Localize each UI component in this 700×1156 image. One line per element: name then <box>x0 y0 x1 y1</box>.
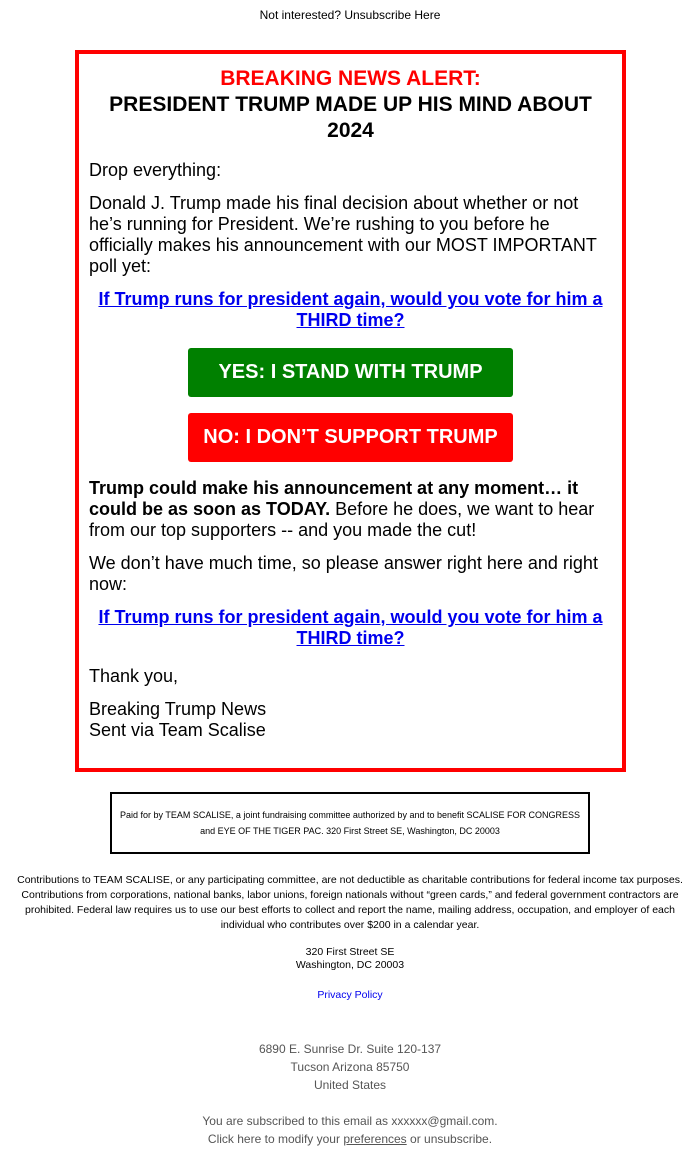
subscribed-text: You are subscribed to this email as xxxxxx@gmail.com. <box>202 1114 498 1128</box>
headline: PRESIDENT TRUMP MADE UP HIS MIND ABOUT 2024 <box>109 93 592 142</box>
mail-address: 6890 E. Sunrise Dr. Suite 120-137 <box>258 1042 442 1056</box>
email-card <box>75 50 626 772</box>
alert-heading: BREAKING NEWS ALERT: <box>220 67 481 90</box>
body-paragraph: Donald J. Trump made his final decision about whether or not he’s running for President. We’re rushing to you before he officially makes his announcement with our MOST IMPORTANT poll yet: <box>89 193 597 276</box>
preferences-line <box>0 1130 700 1148</box>
signature-1: Breaking Trump News <box>89 699 267 719</box>
mail-address: United States <box>313 1078 387 1092</box>
privacy-policy-link[interactable]: Privacy Policy <box>317 989 383 1001</box>
address-line: Washington, DC 20003 <box>295 959 405 971</box>
disclaimer: Contributions to TEAM SCALISE, or any participating committee, are not deductible as charitable contributions for federal income tax purposes. Contributions from corporations, national banks, labor unions, foreign nationals without “green cards,” and federal government contractors are prohibited. Federal law requires us to use our best efforts to collect and report the name, mailing address, occupation, and employer of each individual who contributes over $200 in a calendar year. <box>17 874 683 931</box>
unsubscribe-link[interactable]: Not interested? Unsubscribe Here <box>259 8 441 22</box>
intro: Drop everything: <box>89 160 222 180</box>
address-line: 320 First Street SE <box>305 946 395 958</box>
no-button[interactable]: NO: I DON’T SUPPORT TRUMP <box>188 413 513 462</box>
poll-link-2[interactable]: If Trump runs for president again, would you vote for him a THIRD time? <box>98 607 603 648</box>
signature-2: Sent via Team Scalise <box>89 720 266 740</box>
body-paragraph <box>89 478 612 541</box>
bold-text: Trump could make his announcement at any moment… it could be as soon as TODAY. <box>89 478 579 519</box>
text: Click here to modify your <box>207 1132 344 1146</box>
body-paragraph: We don’t have much time, so please answer right here and right now: <box>89 553 598 594</box>
preferences-link[interactable]: preferences <box>343 1132 407 1146</box>
mail-address: Tucson Arizona 85750 <box>290 1060 410 1074</box>
paid-for-box: Paid for by TEAM SCALISE, a joint fundraising committee authorized by and to benefit SCALISE FOR CONGRESS and EYE OF THE TIGER PAC. 320 First Street SE, Washington, DC 20003 <box>110 792 590 854</box>
thanks: Thank you, <box>89 666 179 686</box>
text: or unsubscribe. <box>406 1132 493 1146</box>
poll-link[interactable]: If Trump runs for president again, would you vote for him a THIRD time? <box>98 289 603 330</box>
body-text: Before he does, we want to hear from our top supporters -- and you made the cut! <box>89 499 595 540</box>
yes-button[interactable]: YES: I STAND WITH TRUMP <box>188 348 513 397</box>
